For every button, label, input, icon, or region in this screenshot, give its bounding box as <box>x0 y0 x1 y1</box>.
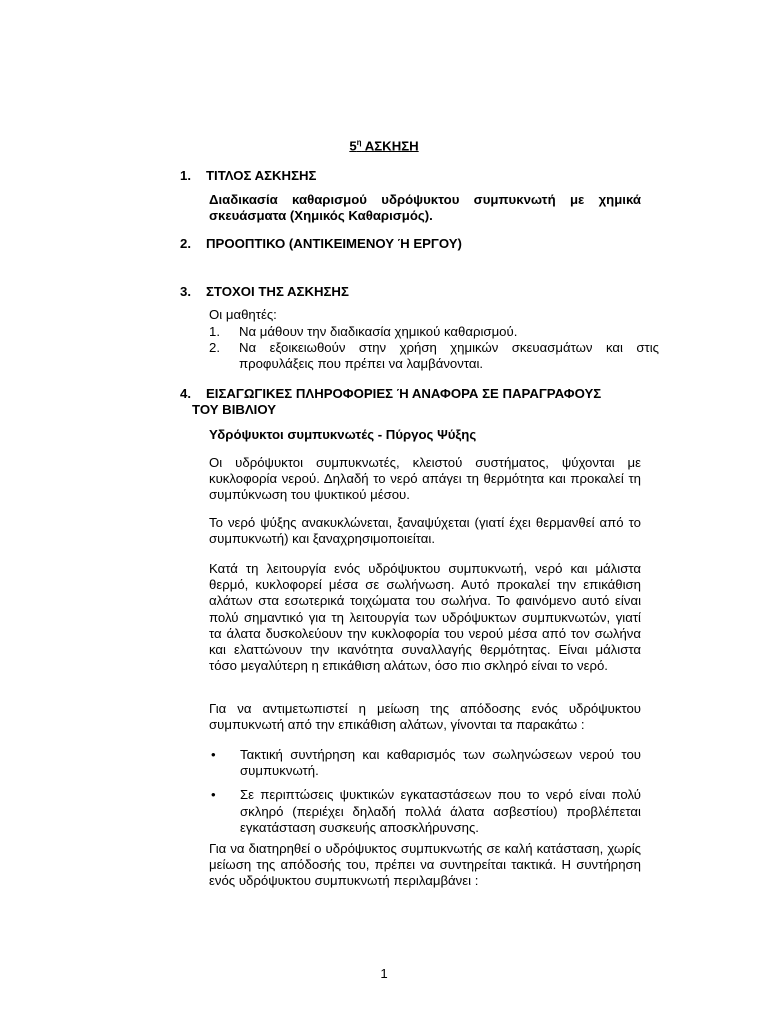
measures-bullet-list <box>209 747 641 844</box>
section-4-label-line1: ΕΙΣΑΓΩΓΙΚΕΣ ΠΛΗΡΟΦΟΡΙΕΣ Ή ΑΝΑΦΟΡΑ ΣΕ ΠΑΡΑΓΡΑΦΟΥΣ <box>206 386 602 401</box>
title-superscript: η <box>356 138 362 147</box>
list-item-text: Σε περιπτώσεις ψυκτικών εγκαταστάσεων που το νερό είναι πολύ σκληρό (περιέχει δηλαδή πολλά άλατα ασβεστίου) προβλέπεται εγκατάσταση συσκευής αποσκλήρυνσης. <box>240 787 641 835</box>
paragraph-5: Για να διατηρηθεί ο υδρόψυκτος συμπυκνωτής σε καλή κατάσταση, χωρίς μείωση της απόδοσής του, πρέπει να συντηρείται τακτικά. Η συντήρηση ενός υδρόψυκτου συμπυκνωτή περιλαμβάνει : <box>209 841 641 889</box>
bullet-icon: • <box>211 747 216 762</box>
section-2-heading <box>180 236 462 251</box>
section-4-subheading: Υδρόψυκτοι συμπυκνωτές - Πύργος Ψύξης <box>209 427 477 442</box>
list-item <box>209 340 659 372</box>
section-2-number: 2. <box>180 236 191 251</box>
section-2-label: ΠΡΟΟΠΤΙΚΟ (ΑΝΤΙΚΕΙΜΕΝΟΥ Ή ΕΡΓΟΥ) <box>206 236 462 251</box>
paragraph-2: Το νερό ψύξης ανακυκλώνεται, ξαναψύχεται (γιατί έχει θερμανθεί από το συμπυκνωτή) και ξαναχρησιμοποιείται. <box>209 515 641 547</box>
list-item-text: Να μάθουν την διαδικασία χημικού καθαρισμού. <box>239 324 518 339</box>
list-item <box>209 747 641 779</box>
page-number: 1 <box>380 966 388 981</box>
bullet-icon: • <box>211 787 216 803</box>
list-item-text: Τακτική συντήρηση και καθαρισμός των σωληνώσεων νερού του συμπυκνωτή. <box>240 747 641 779</box>
section-3-intro: Οι μαθητές: <box>209 307 277 322</box>
section-1-heading <box>180 168 316 183</box>
section-3-heading <box>180 284 349 299</box>
paragraph-3: Κατά τη λειτουργία ενός υδρόψυκτου συμπυκνωτή, νερό και μάλιστα θερμό, κυκλοφορεί μέσα σε σωλήνωση. Αυτό προκαλεί την επικάθιση αλάτων στα εσωτερικά τοιχώματα του σωλήνα. Το φαινόμενο αυτό είναι πολύ σημαντικό για τη λειτουργία των υδρόψυκτων συμπυκνωτών, γιατί τα άλατα δυσκολεύουν την κυκλοφορία του νερού μέσα από τον σωλήνα και ελαττώνουν την ικανότητα συναλλαγής θερμότητας. Είναι μάλιστα τόσο μεγαλύτερη η επικάθιση αλάτων, όσο πιο σκληρό είναι το νερό. <box>209 561 641 674</box>
list-item-number: 2. <box>209 340 220 356</box>
section-1-number: 1. <box>180 168 191 183</box>
section-3-label: ΣΤΟΧΟΙ ΤΗΣ ΑΣΚΗΣΗΣ <box>206 284 349 299</box>
section-4-number: 4. <box>180 386 191 401</box>
paragraph-1: Οι υδρόψυκτοι συμπυκνωτές, κλειστού συστήματος, ψύχονται με κυκλοφορία νερού. Δηλαδή το νερό απάγει τη θερμότητα και προκαλεί τη συμπύκνωση του ψυκτικού μέσου. <box>209 455 641 503</box>
list-item-number: 1. <box>209 324 220 339</box>
list-item <box>209 787 641 836</box>
section-3-number: 3. <box>180 284 191 299</box>
page-title <box>0 138 768 153</box>
list-item <box>209 324 659 340</box>
title-number: 5 <box>349 138 357 154</box>
objectives-list <box>209 324 659 373</box>
title-text: ΑΣΚΗΣΗ <box>361 138 419 154</box>
paragraph-4: Για να αντιμετωπιστεί η μείωση της απόδοσης ενός υδρόψυκτου συμπυκνωτή από την επικάθιση αλάτων, γίνονται τα παρακάτω : <box>209 701 641 733</box>
section-1-label: ΤΙΤΛΟΣ ΑΣΚΗΣΗΣ <box>206 168 317 183</box>
section-4-heading <box>180 386 601 418</box>
section-4-label-line2: ΤΟΥ ΒΙΒΛΙΟΥ <box>192 402 277 418</box>
list-item-text: Να εξοικειωθούν στην χρήση χημικών σκευασμάτων και στις προφυλάξεις που πρέπει να λαμβάνονται. <box>239 340 659 372</box>
section-1-body: Διαδικασία καθαρισμού υδρόψυκτου συμπυκνωτή με χημικά σκευάσματα (Χημικός Καθαρισμός). <box>209 192 641 224</box>
